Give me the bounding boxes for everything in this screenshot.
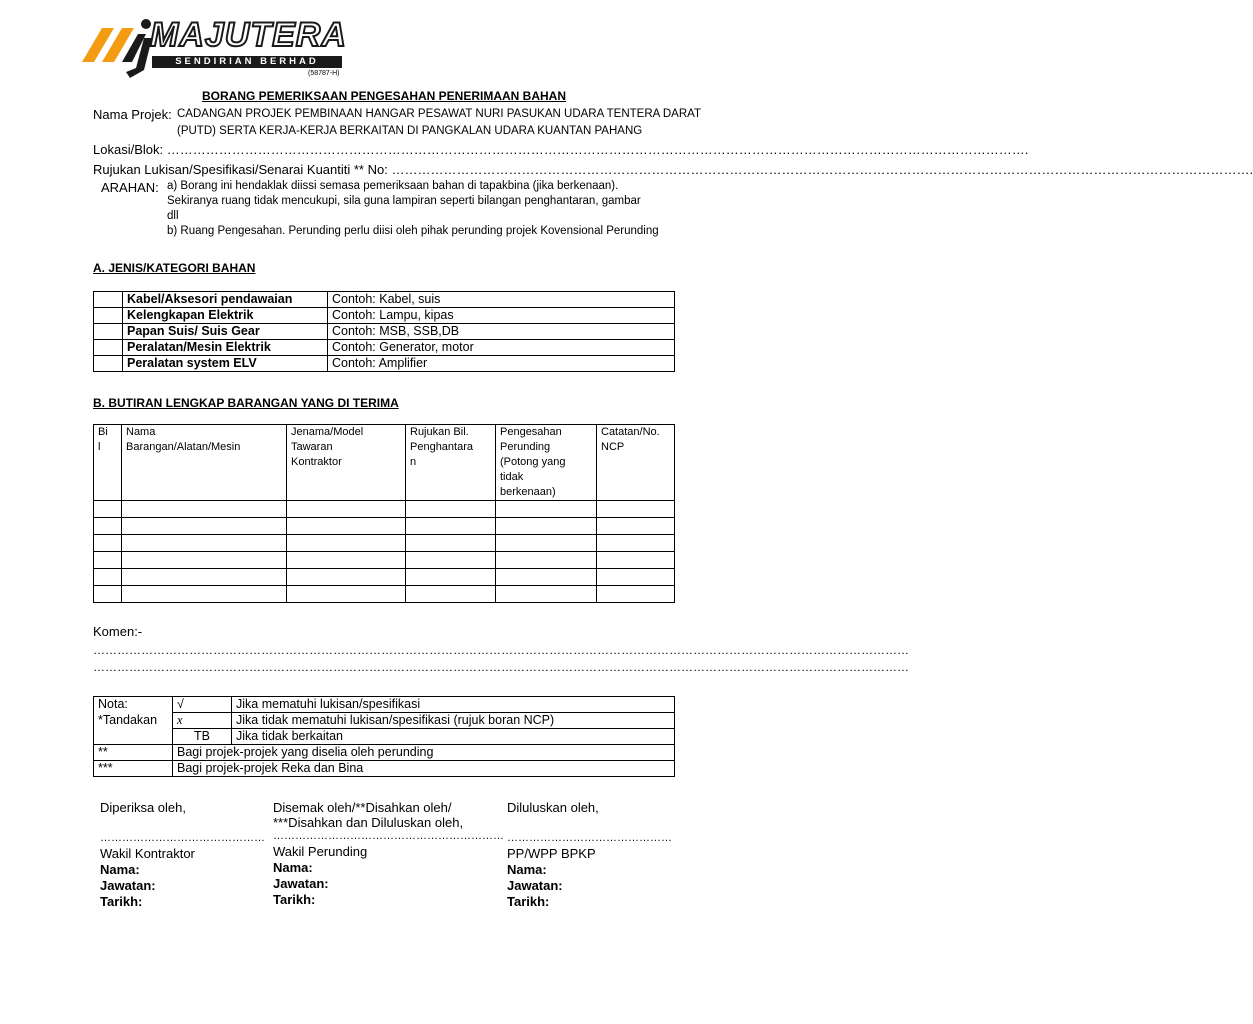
project-name-line1: CADANGAN PROJEK PEMBINAAN HANGAR PESAWAT NURI PASUKAN UDARA TENTERA DARAT <box>177 108 701 120</box>
reference-label: Rujukan Lukisan/Spesifikasi/Senarai Kuantiti ** No: <box>93 162 392 177</box>
company-subtitle: SENDIRIAN BERHAD <box>152 56 342 68</box>
instruction-label: ARAHAN: <box>101 180 159 195</box>
location-field[interactable] <box>93 142 1029 157</box>
x-text: Jika tidak mematuhi lukisan/spesifikasi (rujuk boran NCP) <box>232 713 675 729</box>
category-cell: Papan Suis/ Suis Gear <box>123 324 328 340</box>
table-row[interactable] <box>94 518 675 535</box>
project-label: Nama Projek: <box>93 107 172 122</box>
sig2-jawatan: Jawatan: <box>273 876 329 891</box>
reference-field[interactable] <box>93 162 1253 177</box>
checkbox-cell[interactable] <box>94 340 123 356</box>
signature-col-1 <box>100 800 265 909</box>
tandakan-label: *Tandakan <box>94 713 173 729</box>
checkbox-cell[interactable] <box>94 292 123 308</box>
table-row <box>94 356 675 372</box>
three-star-text: Bagi projek-projek Reka dan Bina <box>173 761 675 777</box>
checkbox-cell[interactable] <box>94 356 123 372</box>
header-bil: Bi l <box>94 425 122 501</box>
tick-symbol: √ <box>173 697 232 713</box>
table-row[interactable] <box>94 535 675 552</box>
table-row <box>94 308 675 324</box>
sig2-tarikh: Tarikh: <box>273 892 316 907</box>
section-b-heading: B. BUTIRAN LENGKAP BARANGAN YANG DI TERIMA <box>93 396 399 410</box>
example-cell: Contoh: Kabel, suis <box>328 292 675 308</box>
x-symbol: x <box>173 713 232 729</box>
sig1-line[interactable]: ……………………………………… <box>100 832 265 844</box>
sig2-line[interactable]: ……………………………………………………… <box>273 830 504 842</box>
checkbox-cell[interactable] <box>94 324 123 340</box>
sig1-title: Diperiksa oleh, <box>100 800 186 815</box>
checkbox-cell[interactable] <box>94 308 123 324</box>
instruction-a3: dll <box>167 210 179 222</box>
three-star-symbol: *** <box>94 761 173 777</box>
sig1-jawatan: Jawatan: <box>100 878 156 893</box>
example-cell: Contoh: Generator, motor <box>328 340 675 356</box>
sig2-nama: Nama: <box>273 860 313 875</box>
sig1-role: Wakil Kontraktor <box>100 846 195 861</box>
two-star-symbol: ** <box>94 745 173 761</box>
location-dots: ………………………………………………………………………………………………………………………………………………………………………………. <box>166 142 1029 157</box>
table-header-row <box>94 425 675 501</box>
project-name-line2: (PUTD) SERTA KERJA-KERJA BERKAITAN DI PANGKALAN UDARA KUANTAN PAHANG <box>177 125 643 137</box>
table-row <box>94 324 675 340</box>
category-cell: Peralatan/Mesin Elektrik <box>123 340 328 356</box>
location-label: Lokasi/Blok: <box>93 142 167 157</box>
tb-text: Jika tidak berkaitan <box>232 729 675 745</box>
tick-text: Jika mematuhi lukisan/spesifikasi <box>232 697 675 713</box>
table-row <box>94 713 675 729</box>
category-cell: Kelengkapan Elektrik <box>123 308 328 324</box>
header-pengesahan: Pengesahan Perunding (Potong yang tidak berkenaan) <box>496 425 597 501</box>
instruction-a2: Sekiranya ruang tidak mencukupi, sila guna lampiran seperti bilangan penghantaran, gambar <box>167 195 641 207</box>
two-star-text: Bagi projek-projek yang diselia oleh perunding <box>173 745 675 761</box>
nota-label: Nota: <box>94 697 173 713</box>
reference-dots: ………………………………………………………………………………………………………………………………………………………………………………. <box>391 162 1253 177</box>
company-name: MAJUTERA <box>150 16 347 54</box>
sig2-title2: ***Disahkan dan Diluluskan oleh, <box>273 815 464 830</box>
category-cell: Kabel/Aksesori pendawaian <box>123 292 328 308</box>
example-cell: Contoh: MSB, SSB,DB <box>328 324 675 340</box>
sig1-nama: Nama: <box>100 862 140 877</box>
notes-table <box>93 696 675 777</box>
sig3-line[interactable]: ……………………………………… <box>507 832 672 844</box>
sig3-nama: Nama: <box>507 862 547 877</box>
example-cell: Contoh: Lampu, kipas <box>328 308 675 324</box>
instruction-b: b) Ruang Pengesahan. Perunding perlu diisi oleh pihak perunding projek Kovensional Perunding <box>167 225 659 237</box>
sig3-role: PP/WPP BPKP <box>507 846 596 861</box>
signature-col-2 <box>273 800 504 907</box>
table-row <box>94 340 675 356</box>
header-catatan: Catatan/No. NCP <box>597 425 675 501</box>
section-a-heading: A. JENIS/KATEGORI BAHAN <box>93 261 256 275</box>
sig2-title: Disemak oleh/**Disahkan oleh/ <box>273 800 452 815</box>
sig3-jawatan: Jawatan: <box>507 878 563 893</box>
company-reg-no: (58787-H) <box>308 70 340 77</box>
table-row[interactable] <box>94 569 675 586</box>
example-cell: Contoh: Amplifier <box>328 356 675 372</box>
table-row <box>94 697 675 713</box>
items-table <box>93 424 675 603</box>
category-cell: Peralatan system ELV <box>123 356 328 372</box>
header-jenama: Jenama/Model Tawaran Kontraktor <box>287 425 406 501</box>
sig1-tarikh: Tarikh: <box>100 894 143 909</box>
form-title: BORANG PEMERIKSAAN PENGESAHAN PENERIMAAN BAHAN <box>201 89 567 103</box>
company-logo <box>80 12 360 82</box>
sig2-role: Wakil Perunding <box>273 844 368 859</box>
instruction-a1: a) Borang ini hendaklak diissi semasa pemeriksaan bahan di tapakbina (jika berkenaan). <box>167 180 619 192</box>
header-nama: Nama Barangan/Alatan/Mesin <box>122 425 287 501</box>
table-row[interactable] <box>94 586 675 603</box>
category-table <box>93 291 675 372</box>
comment-line-2[interactable]: …………………………………………………………………………………………………………………………………………………………………………………… <box>93 660 909 674</box>
table-row <box>94 729 675 745</box>
tb-symbol: TB <box>173 729 232 745</box>
comment-line-1[interactable]: …………………………………………………………………………………………………………………………………………………………………………………… <box>93 643 909 657</box>
table-row <box>94 761 675 777</box>
sig3-tarikh: Tarikh: <box>507 894 550 909</box>
header-rujukan: Rujukan Bil. Penghantara n <box>406 425 496 501</box>
table-row <box>94 292 675 308</box>
signature-col-3 <box>507 800 672 909</box>
table-row[interactable] <box>94 552 675 569</box>
table-row <box>94 745 675 761</box>
sig3-title: Diluluskan oleh, <box>507 800 599 815</box>
comments-label: Komen:- <box>93 624 143 639</box>
table-row[interactable] <box>94 501 675 518</box>
